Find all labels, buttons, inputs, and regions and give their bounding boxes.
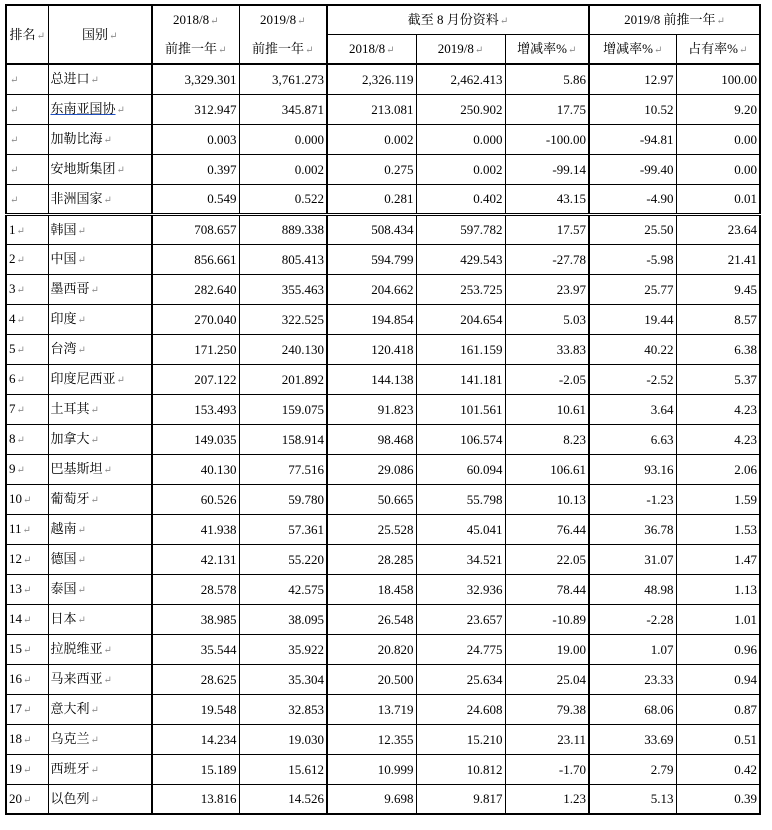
- group-row: [6, 154, 760, 184]
- value-2018-cell: 0.003: [152, 124, 239, 154]
- value-2018-cell: 42.131: [152, 544, 239, 574]
- value-2019-cell: 19.030: [239, 724, 327, 754]
- table-header: [6, 5, 760, 64]
- country-row: [6, 544, 760, 574]
- ytd-2019-cell: 60.094: [416, 454, 505, 484]
- country-name-cell: 西班牙↵: [48, 754, 152, 784]
- share-cell: 1.59: [676, 484, 760, 514]
- ytd-2019-cell: 250.902: [416, 94, 505, 124]
- value-2018-cell: 14.234: [152, 724, 239, 754]
- country-row: [6, 694, 760, 724]
- value-2019-cell: 35.304: [239, 664, 327, 694]
- rank-cell: 19↵: [6, 754, 48, 784]
- ytd-2018-cell: 213.081: [327, 94, 416, 124]
- rank-cell: 15↵: [6, 634, 48, 664]
- ytd-2019-cell: 0.000: [416, 124, 505, 154]
- share-cell: 4.23: [676, 424, 760, 454]
- ytd-2018-cell: 98.468: [327, 424, 416, 454]
- country-name-cell: 马来西亚↵: [48, 664, 152, 694]
- ytd-2018-cell: 20.820: [327, 634, 416, 664]
- ytd-2018-cell: 0.275: [327, 154, 416, 184]
- country-name-cell: 东南亚国协↵: [48, 94, 152, 124]
- ytd-2019-cell: 106.574: [416, 424, 505, 454]
- ytd-change-cell: 76.44: [505, 514, 589, 544]
- country-name-cell: 乌克兰↵: [48, 724, 152, 754]
- ytd-2019-cell: 32.936: [416, 574, 505, 604]
- ytd-change-cell: 79.38: [505, 694, 589, 724]
- country-name-cell: 拉脱维亚↵: [48, 634, 152, 664]
- rolling-change-cell: -94.81: [589, 124, 676, 154]
- ytd-2018-cell: 18.458: [327, 574, 416, 604]
- country-row: [6, 484, 760, 514]
- ytd-2019-cell: 23.657: [416, 604, 505, 634]
- value-2019-cell: 55.220: [239, 544, 327, 574]
- value-2018-cell: 856.661: [152, 244, 239, 274]
- country-name-cell: 总进口↵: [48, 64, 152, 94]
- value-2018-cell: 35.544: [152, 634, 239, 664]
- ytd-change-cell: 25.04: [505, 664, 589, 694]
- rolling-change-cell: 48.98: [589, 574, 676, 604]
- rolling-change-cell: 25.50: [589, 214, 676, 244]
- country-row: [6, 514, 760, 544]
- value-2019-cell: 889.338: [239, 214, 327, 244]
- value-2018-cell: 312.947: [152, 94, 239, 124]
- value-2018-cell: 270.040: [152, 304, 239, 334]
- ytd-change-cell: 17.75: [505, 94, 589, 124]
- rank-cell: 17↵: [6, 694, 48, 724]
- ytd-2019-cell: 101.561: [416, 394, 505, 424]
- ytd-2018-cell: 120.418: [327, 334, 416, 364]
- rank-cell: 11↵: [6, 514, 48, 544]
- value-2019-cell: 159.075: [239, 394, 327, 424]
- share-cell: 0.42: [676, 754, 760, 784]
- rolling-change-cell: -1.23: [589, 484, 676, 514]
- value-2019-cell: 0.000: [239, 124, 327, 154]
- ytd-change-cell: 1.23: [505, 784, 589, 814]
- country-row: [6, 334, 760, 364]
- value-2018-cell: 38.985: [152, 604, 239, 634]
- ytd-2019-cell: 55.798: [416, 484, 505, 514]
- country-row: [6, 424, 760, 454]
- ytd-2018-cell: 508.434: [327, 214, 416, 244]
- rolling-group-header: 2019/8 前推一年↵: [589, 5, 760, 35]
- country-name-cell: 墨西哥↵: [48, 274, 152, 304]
- value-2019-cell: 240.130: [239, 334, 327, 364]
- country-name-cell: 巴基斯坦↵: [48, 454, 152, 484]
- country-row: [6, 634, 760, 664]
- country-header: 国别↵: [48, 5, 152, 64]
- ytd-change-cell: 106.61: [505, 454, 589, 484]
- rank-cell: 2↵: [6, 244, 48, 274]
- ytd-2019-cell: 204.654: [416, 304, 505, 334]
- country-row: [6, 784, 760, 814]
- ytd-change-cell: 23.11: [505, 724, 589, 754]
- share-cell: 6.38: [676, 334, 760, 364]
- share-cell: 1.01: [676, 604, 760, 634]
- rank-cell: 10↵: [6, 484, 48, 514]
- rank-cell: 4↵: [6, 304, 48, 334]
- rolling-change-cell: 3.64: [589, 394, 676, 424]
- value-2019-cell: 201.892: [239, 364, 327, 394]
- rank-header: 排名↵: [6, 5, 48, 64]
- rolling-share-header: 占有率%↵: [676, 35, 760, 65]
- ytd-change-cell: -1.70: [505, 754, 589, 784]
- y2018-subheader: 前推一年↵: [152, 35, 239, 65]
- ytd-2019-cell: 45.041: [416, 514, 505, 544]
- country-name-cell: 印度尼西亚↵: [48, 364, 152, 394]
- y2019-subheader: 前推一年↵: [239, 35, 327, 65]
- value-2018-cell: 60.526: [152, 484, 239, 514]
- value-2018-cell: 28.578: [152, 574, 239, 604]
- rolling-change-cell: 68.06: [589, 694, 676, 724]
- ytd-2018-cell: 2,326.119: [327, 64, 416, 94]
- country-name-cell: 台湾↵: [48, 334, 152, 364]
- group-row: [6, 124, 760, 154]
- share-cell: 9.20: [676, 94, 760, 124]
- ytd-change-cell: -27.78: [505, 244, 589, 274]
- ytd-2019-cell: 0.002: [416, 154, 505, 184]
- ytd-change-cell: 8.23: [505, 424, 589, 454]
- value-2018-cell: 40.130: [152, 454, 239, 484]
- value-2019-cell: 345.871: [239, 94, 327, 124]
- rank-cell: 20↵: [6, 784, 48, 814]
- rank-cell: 8↵: [6, 424, 48, 454]
- rolling-change-cell: -99.40: [589, 154, 676, 184]
- value-2019-cell: 57.361: [239, 514, 327, 544]
- share-cell: 0.01: [676, 184, 760, 214]
- country-row: [6, 274, 760, 304]
- rolling-change-cell: 19.44: [589, 304, 676, 334]
- ytd-change-cell: 17.57: [505, 214, 589, 244]
- share-cell: 5.37: [676, 364, 760, 394]
- ytd-2018-cell: 20.500: [327, 664, 416, 694]
- country-name-cell: 韩国↵: [48, 214, 152, 244]
- country-row: [6, 214, 760, 244]
- country-name-cell: 安地斯集团↵: [48, 154, 152, 184]
- rolling-change-cell: 33.69: [589, 724, 676, 754]
- value-2018-cell: 41.938: [152, 514, 239, 544]
- ytd-change-cell: 5.86: [505, 64, 589, 94]
- ytd-change-cell: 22.05: [505, 544, 589, 574]
- ytd-2019-cell: 597.782: [416, 214, 505, 244]
- ytd-change-header: 增减率%↵: [505, 35, 589, 65]
- ytd-change-cell: -10.89: [505, 604, 589, 634]
- ytd-change-cell: 78.44: [505, 574, 589, 604]
- group-row: [6, 184, 760, 214]
- rolling-change-cell: 6.63: [589, 424, 676, 454]
- value-2018-cell: 19.548: [152, 694, 239, 724]
- country-row: [6, 394, 760, 424]
- value-2019-cell: 158.914: [239, 424, 327, 454]
- country-row: [6, 604, 760, 634]
- share-cell: 8.57: [676, 304, 760, 334]
- ytd-2018-cell: 204.662: [327, 274, 416, 304]
- group-row: [6, 94, 760, 124]
- country-name-cell: 日本↵: [48, 604, 152, 634]
- value-2019-cell: 32.853: [239, 694, 327, 724]
- rolling-change-cell: 36.78: [589, 514, 676, 544]
- ytd-2019-cell: 253.725: [416, 274, 505, 304]
- ytd-2018-cell: 26.548: [327, 604, 416, 634]
- share-cell: 1.47: [676, 544, 760, 574]
- ytd-2019-cell: 24.775: [416, 634, 505, 664]
- rank-cell: 14↵: [6, 604, 48, 634]
- rank-cell: ↵: [6, 94, 48, 124]
- value-2019-cell: 38.095: [239, 604, 327, 634]
- ytd-2018-cell: 28.285: [327, 544, 416, 574]
- rank-cell: 6↵: [6, 364, 48, 394]
- rank-cell: 9↵: [6, 454, 48, 484]
- value-2019-cell: 322.525: [239, 304, 327, 334]
- table-body: [6, 64, 760, 814]
- ytd-2018-cell: 13.719: [327, 694, 416, 724]
- value-2019-cell: 77.516: [239, 454, 327, 484]
- rolling-change-cell: -2.28: [589, 604, 676, 634]
- ytd-2019-cell: 429.543: [416, 244, 505, 274]
- ytd-change-cell: -100.00: [505, 124, 589, 154]
- share-cell: 23.64: [676, 214, 760, 244]
- share-cell: 2.06: [676, 454, 760, 484]
- country-name-cell: 越南↵: [48, 514, 152, 544]
- y2018-header: 2018/8↵: [152, 5, 239, 35]
- value-2019-cell: 3,761.273: [239, 64, 327, 94]
- ytd-2018-header: 2018/8↵: [327, 35, 416, 65]
- country-row: [6, 304, 760, 334]
- ytd-2018-cell: 10.999: [327, 754, 416, 784]
- ytd-change-cell: -99.14: [505, 154, 589, 184]
- share-cell: 100.00: [676, 64, 760, 94]
- country-row: [6, 574, 760, 604]
- value-2018-cell: 0.549: [152, 184, 239, 214]
- share-cell: 0.94: [676, 664, 760, 694]
- country-row: [6, 664, 760, 694]
- country-name-cell: 加拿大↵: [48, 424, 152, 454]
- value-2019-cell: 14.526: [239, 784, 327, 814]
- value-2018-cell: 28.625: [152, 664, 239, 694]
- ytd-group-header: 截至 8 月份资料↵: [327, 5, 589, 35]
- ytd-change-cell: 19.00: [505, 634, 589, 664]
- rank-cell: 18↵: [6, 724, 48, 754]
- ytd-2019-header: 2019/8↵: [416, 35, 505, 65]
- value-2019-cell: 355.463: [239, 274, 327, 304]
- country-name-cell: 非洲国家↵: [48, 184, 152, 214]
- ytd-2018-cell: 594.799: [327, 244, 416, 274]
- value-2018-cell: 13.816: [152, 784, 239, 814]
- rolling-change-cell: 2.79: [589, 754, 676, 784]
- share-cell: 0.39: [676, 784, 760, 814]
- rolling-change-cell: 10.52: [589, 94, 676, 124]
- country-name-cell: 德国↵: [48, 544, 152, 574]
- ytd-2019-cell: 25.634: [416, 664, 505, 694]
- ytd-2018-cell: 194.854: [327, 304, 416, 334]
- share-cell: 0.87: [676, 694, 760, 724]
- country-row: [6, 454, 760, 484]
- country-row: [6, 364, 760, 394]
- ytd-change-cell: 23.97: [505, 274, 589, 304]
- ytd-2018-cell: 0.281: [327, 184, 416, 214]
- rank-cell: 1↵: [6, 214, 48, 244]
- ytd-2018-cell: 12.355: [327, 724, 416, 754]
- share-cell: 1.53: [676, 514, 760, 544]
- share-cell: 0.00: [676, 154, 760, 184]
- value-2018-cell: 207.122: [152, 364, 239, 394]
- import-table: [5, 4, 761, 815]
- ytd-change-cell: -2.05: [505, 364, 589, 394]
- ytd-2018-cell: 144.138: [327, 364, 416, 394]
- ytd-2019-cell: 141.181: [416, 364, 505, 394]
- value-2019-cell: 35.922: [239, 634, 327, 664]
- country-name-cell: 泰国↵: [48, 574, 152, 604]
- rank-cell: 12↵: [6, 544, 48, 574]
- ytd-2018-cell: 50.665: [327, 484, 416, 514]
- rolling-change-cell: 31.07: [589, 544, 676, 574]
- share-cell: 0.00: [676, 124, 760, 154]
- ytd-change-cell: 10.61: [505, 394, 589, 424]
- ytd-2018-cell: 29.086: [327, 454, 416, 484]
- share-cell: 9.45: [676, 274, 760, 304]
- ytd-change-cell: 5.03: [505, 304, 589, 334]
- group-row: [6, 64, 760, 94]
- rolling-change-cell: -2.52: [589, 364, 676, 394]
- rank-cell: 16↵: [6, 664, 48, 694]
- rank-cell: 3↵: [6, 274, 48, 304]
- value-2019-cell: 15.612: [239, 754, 327, 784]
- rolling-change-cell: -5.98: [589, 244, 676, 274]
- value-2019-cell: 0.522: [239, 184, 327, 214]
- ytd-2019-cell: 9.817: [416, 784, 505, 814]
- value-2018-cell: 282.640: [152, 274, 239, 304]
- value-2019-cell: 0.002: [239, 154, 327, 184]
- country-name-cell: 土耳其↵: [48, 394, 152, 424]
- ytd-2018-cell: 9.698: [327, 784, 416, 814]
- rank-cell: ↵: [6, 64, 48, 94]
- rolling-change-cell: 40.22: [589, 334, 676, 364]
- value-2018-cell: 149.035: [152, 424, 239, 454]
- share-cell: 0.96: [676, 634, 760, 664]
- value-2018-cell: 708.657: [152, 214, 239, 244]
- ytd-change-cell: 43.15: [505, 184, 589, 214]
- rolling-change-cell: -4.90: [589, 184, 676, 214]
- ytd-2018-cell: 0.002: [327, 124, 416, 154]
- country-name-cell: 葡萄牙↵: [48, 484, 152, 514]
- ytd-2019-cell: 2,462.413: [416, 64, 505, 94]
- y2019-header: 2019/8↵: [239, 5, 327, 35]
- rolling-change-cell: 93.16: [589, 454, 676, 484]
- rank-cell: ↵: [6, 184, 48, 214]
- value-2019-cell: 42.575: [239, 574, 327, 604]
- value-2018-cell: 3,329.301: [152, 64, 239, 94]
- rolling-change-cell: 1.07: [589, 634, 676, 664]
- rolling-change-cell: 5.13: [589, 784, 676, 814]
- share-cell: 4.23: [676, 394, 760, 424]
- country-name-cell: 印度↵: [48, 304, 152, 334]
- ytd-2018-cell: 91.823: [327, 394, 416, 424]
- country-row: [6, 244, 760, 274]
- ytd-2019-cell: 0.402: [416, 184, 505, 214]
- country-name-cell: 意大利↵: [48, 694, 152, 724]
- value-2018-cell: 171.250: [152, 334, 239, 364]
- country-name-cell: 中国↵: [48, 244, 152, 274]
- country-row: [6, 754, 760, 784]
- country-row: [6, 724, 760, 754]
- rank-cell: 7↵: [6, 394, 48, 424]
- rolling-change-cell: 12.97: [589, 64, 676, 94]
- ytd-2019-cell: 161.159: [416, 334, 505, 364]
- share-cell: 1.13: [676, 574, 760, 604]
- share-cell: 21.41: [676, 244, 760, 274]
- share-cell: 0.51: [676, 724, 760, 754]
- ytd-change-cell: 10.13: [505, 484, 589, 514]
- rank-cell: ↵: [6, 154, 48, 184]
- ytd-2019-cell: 24.608: [416, 694, 505, 724]
- ytd-change-cell: 33.83: [505, 334, 589, 364]
- value-2019-cell: 59.780: [239, 484, 327, 514]
- rolling-change-cell: 25.77: [589, 274, 676, 304]
- value-2018-cell: 15.189: [152, 754, 239, 784]
- ytd-2018-cell: 25.528: [327, 514, 416, 544]
- value-2019-cell: 805.413: [239, 244, 327, 274]
- ytd-2019-cell: 10.812: [416, 754, 505, 784]
- value-2018-cell: 153.493: [152, 394, 239, 424]
- rank-cell: ↵: [6, 124, 48, 154]
- rolling-change-cell: 23.33: [589, 664, 676, 694]
- country-name-cell: 以色列↵: [48, 784, 152, 814]
- ytd-2019-cell: 34.521: [416, 544, 505, 574]
- rank-cell: 5↵: [6, 334, 48, 364]
- country-name-cell: 加勒比海↵: [48, 124, 152, 154]
- rank-cell: 13↵: [6, 574, 48, 604]
- value-2018-cell: 0.397: [152, 154, 239, 184]
- ytd-2019-cell: 15.210: [416, 724, 505, 754]
- rolling-change-header: 增减率%↵: [589, 35, 676, 65]
